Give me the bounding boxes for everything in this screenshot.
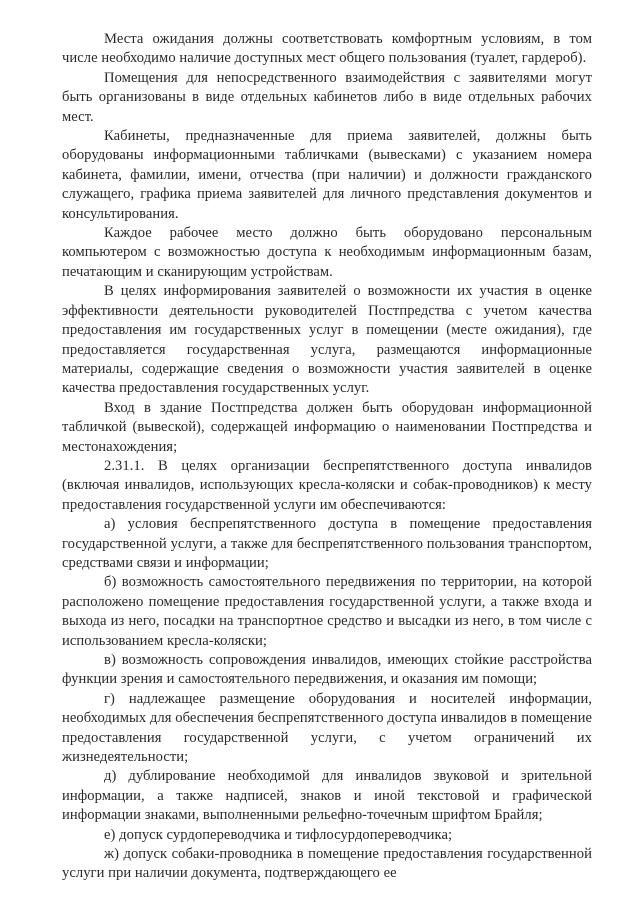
list-item-a: а) условия беспрепятственного доступа в помещение предоставления государственной услуги, а также для беспрепятственного пользования транспортом, средствами связи и информации; bbox=[62, 516, 592, 571]
list-item-b: б) возможность самостоятельного передвижения по территории, на которой расположено помещение предоставления государственной услуги, а также входа и выхода из него, посадки на транспортное средство и высадки из него, в том числе с использованием кресла-коляски; bbox=[62, 574, 592, 649]
list-item-v: в) возможность сопровождения инвалидов, имеющих стойкие расстройства функции зрения и самостоятельного передвижения, и оказания им помощи; bbox=[62, 652, 592, 688]
document-page bbox=[62, 30, 592, 884]
paragraph-section-2-31-1: 2.31.1. В целях организации беспрепятственного доступа инвалидов (включая инвалидов, использующих кресла-коляски и собак-проводников) к месту предоставления государственной услуги им обеспечиваются: bbox=[62, 457, 592, 513]
list-item-g: г) надлежащее размещение оборудования и носителей информации, необходимых для обеспечения беспрепятственного доступа инвалидов в помещение предоставления государственной услуги, с учетом ограничений их жизнедеятельности; bbox=[62, 690, 592, 766]
list-item-e: е) допуск сурдопереводчика и тифлосурдопереводчика; bbox=[104, 826, 453, 843]
list-item-zh: ж) допуск собаки-проводника в помещение предоставления государственной услуги при наличии документа, подтверждающего ее bbox=[62, 846, 592, 882]
paragraph-workplace-equipment: Каждое рабочее место должно быть оборудовано персональным компьютером с возможностью доступа к необходимым информационным базам, печатающим и сканирующим устройствам. bbox=[62, 225, 592, 280]
paragraph-waiting-areas: Места ожидания должны соответствовать комфортным условиям, в том числе необходимо наличие доступных мест общего пользования (туалет, гардероб). bbox=[62, 31, 592, 67]
paragraph-building-entrance: Вход в здание Постпредства должен быть оборудован информационной табличкой (вывеской), содержащей информацию о наименовании Постпредства и местонахождения; bbox=[62, 399, 592, 455]
paragraph-office-signs: Кабинеты, предназначенные для приема заявителей, должны быть оборудованы информационными табличками (вывесками) с указанием номера кабинета, фамилии, имени, отчества (при наличии) и должности гражданского служащего, графика приема заявителей для личного представления документов и консультирования. bbox=[62, 128, 592, 222]
paragraph-informing-applicants: В целях информирования заявителей о возможности их участия в оценке эффективности деятельности руководителей Постпредства с учетом качества предоставления им государственных услуг в помещении (месте ожидания), где предоставляется государственная услуга, размещаются информационные материалы, содержащие сведения о возможности участия заявителей в оценке качества предоставления государственных услуг. bbox=[62, 283, 592, 397]
paragraph-interaction-rooms: Помещения для непосредственного взаимодействия с заявителями могут быть организованы в виде отдельных кабинетов либо в виде отдельных рабочих мест. bbox=[62, 69, 592, 125]
list-item-d: д) дублирование необходимой для инвалидов звуковой и зрительной информации, а также надписей, знаков и иной текстовой и графической информации знаками, выполненными рельефно-точечным шрифтом Брайля; bbox=[62, 768, 592, 824]
